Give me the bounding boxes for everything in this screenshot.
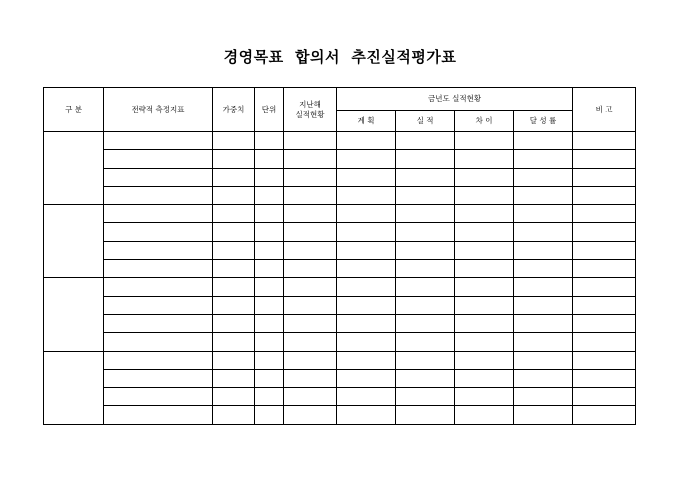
table-cell [573,132,636,150]
header-category: 구 분 [44,88,104,132]
table-row [44,388,636,406]
table-cell [255,388,284,406]
table-cell [213,132,255,150]
table-cell [337,333,396,351]
table-row [44,223,636,241]
table-cell [455,278,514,296]
table-cell [337,406,396,424]
table-cell [255,241,284,259]
table-cell [396,278,455,296]
table-cell [573,205,636,223]
table-cell [213,186,255,204]
table-cell [455,314,514,332]
table-cell [514,333,573,351]
table-cell [104,351,213,369]
table-cell [514,241,573,259]
header-last-year-line1: 지난해 [299,100,321,110]
table-cell [573,260,636,278]
table-cell [104,296,213,314]
header-last-year-line2: 실적현황 [295,109,325,119]
table-cell [396,223,455,241]
table-cell [514,168,573,186]
table-cell [104,406,213,424]
table-cell [455,406,514,424]
header-indicator: 전략적 측정지표 [104,88,213,132]
table-cell [396,150,455,168]
header-row-1 [44,88,636,111]
table-cell [573,333,636,351]
table-cell [284,205,337,223]
header-actual: 실 적 [396,111,455,132]
table-cell [337,241,396,259]
table-cell [337,150,396,168]
header-this-year: 금년도 실적현황 [337,88,573,111]
table-cell [284,168,337,186]
table-row [44,150,636,168]
table-row [44,186,636,204]
table-cell [396,314,455,332]
table-cell [514,205,573,223]
table-cell [396,241,455,259]
table-row [44,406,636,424]
table-cell [255,205,284,223]
table-cell [213,223,255,241]
table-row [44,168,636,186]
table-cell [573,388,636,406]
table-cell [396,260,455,278]
table-cell [213,150,255,168]
table-cell [455,296,514,314]
table-cell [514,296,573,314]
table-cell [284,369,337,387]
table-cell [284,150,337,168]
table-cell [514,186,573,204]
table-cell [255,132,284,150]
table-cell [104,369,213,387]
table-row [44,205,636,223]
table-cell [284,223,337,241]
table-cell [337,278,396,296]
table-cell [514,223,573,241]
table-cell [514,150,573,168]
table-cell [455,150,514,168]
table-cell [396,369,455,387]
table-cell [213,278,255,296]
table-cell [284,333,337,351]
table-cell [573,369,636,387]
table-row [44,132,636,150]
header-plan: 계 획 [337,111,396,132]
header-unit: 단위 [255,88,284,132]
table-cell [337,132,396,150]
table-cell [514,351,573,369]
table-cell [396,388,455,406]
table-cell [396,205,455,223]
table-row [44,333,636,351]
table-cell [396,351,455,369]
table-cell [514,260,573,278]
header-remarks: 비 고 [573,88,636,132]
table-cell [255,168,284,186]
table-cell [255,278,284,296]
table-cell [104,241,213,259]
table-cell [284,296,337,314]
table-cell [255,223,284,241]
table-cell [573,168,636,186]
table-cell [255,333,284,351]
table-cell [104,388,213,406]
table-cell [514,314,573,332]
header-last-year [284,88,337,132]
table-cell [337,223,396,241]
table-cell [104,333,213,351]
category-cell [44,278,104,351]
table-cell [255,314,284,332]
table-cell [337,205,396,223]
table-cell [104,186,213,204]
table-cell [213,351,255,369]
performance-evaluation-table [43,87,636,425]
table-cell [284,314,337,332]
table-cell [573,351,636,369]
category-cell [44,351,104,424]
table-cell [284,278,337,296]
table-cell [104,260,213,278]
table-cell [514,388,573,406]
document-title: 경영목표 합의서 추진실적평가표 [223,48,457,66]
table-cell [337,186,396,204]
table-cell [455,388,514,406]
table-cell [337,296,396,314]
table-cell [284,260,337,278]
table-cell [284,241,337,259]
table-row [44,369,636,387]
table-cell [455,186,514,204]
table-row [44,314,636,332]
table-cell [455,369,514,387]
table-cell [284,351,337,369]
header-weight: 가중치 [213,88,255,132]
table-cell [514,132,573,150]
table-cell [213,205,255,223]
table-cell [104,223,213,241]
table-cell [573,296,636,314]
table-cell [514,406,573,424]
table-cell [213,260,255,278]
table-cell [455,351,514,369]
table-cell [337,314,396,332]
table-cell [284,132,337,150]
table-cell [396,406,455,424]
table-cell [255,296,284,314]
table-cell [104,168,213,186]
table-cell [573,241,636,259]
table-cell [573,278,636,296]
table-cell [213,333,255,351]
table-cell [573,223,636,241]
table-cell [255,150,284,168]
category-cell [44,132,104,205]
table-cell [337,351,396,369]
table-cell [573,406,636,424]
table-cell [104,150,213,168]
table-cell [455,333,514,351]
table-cell [284,186,337,204]
table-cell [213,296,255,314]
table-cell [284,406,337,424]
table-cell [255,186,284,204]
table-cell [455,241,514,259]
header-difference: 차 이 [455,111,514,132]
table-cell [213,369,255,387]
table-cell [573,150,636,168]
table-cell [337,388,396,406]
table-cell [455,132,514,150]
table-cell [255,351,284,369]
table-cell [337,168,396,186]
table-cell [455,168,514,186]
table-row [44,241,636,259]
table-cell [255,369,284,387]
table-cell [396,296,455,314]
table-cell [104,132,213,150]
table-cell [255,406,284,424]
table-cell [213,388,255,406]
table-cell [455,205,514,223]
table-row [44,351,636,369]
table-row [44,260,636,278]
table-cell [284,388,337,406]
table-row [44,296,636,314]
table-cell [396,333,455,351]
table-cell [396,168,455,186]
table-cell [104,205,213,223]
table-cell [573,314,636,332]
table-cell [514,369,573,387]
category-cell [44,205,104,278]
header-achievement-rate: 달 성 률 [514,111,573,132]
table-cell [213,406,255,424]
table-row [44,278,636,296]
table-cell [514,278,573,296]
table-cell [255,260,284,278]
table-cell [337,369,396,387]
table-cell [213,168,255,186]
table-cell [104,314,213,332]
table-cell [396,186,455,204]
table-cell [455,260,514,278]
table-cell [213,314,255,332]
table-cell [213,241,255,259]
table-cell [396,132,455,150]
table-cell [455,223,514,241]
table-cell [104,278,213,296]
table-cell [337,260,396,278]
table-cell [573,186,636,204]
